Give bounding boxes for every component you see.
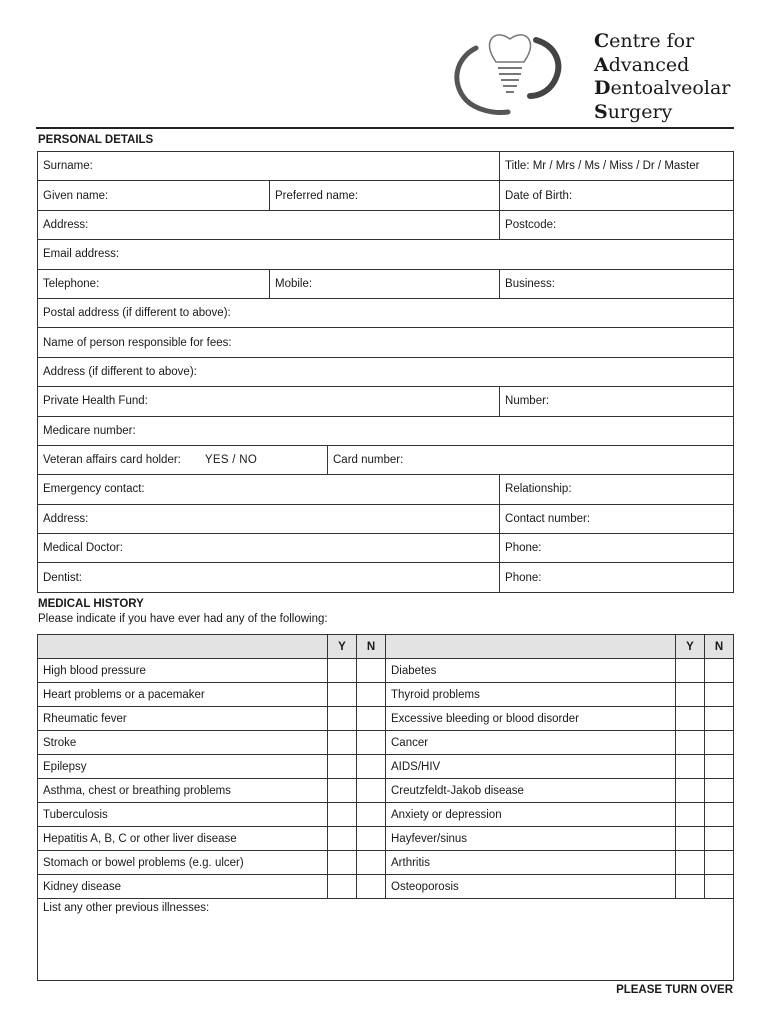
medical-history-table: [37, 634, 734, 981]
org-line: Dentoalveolar: [594, 77, 731, 99]
yes-checkbox[interactable]: [328, 755, 357, 779]
yes-checkbox[interactable]: [676, 875, 705, 899]
postal-address-field[interactable]: Postal address (if different to above):: [38, 298, 734, 327]
condition-label: Asthma, chest or breathing problems: [38, 779, 328, 803]
card-number-field[interactable]: Card number:: [328, 445, 734, 474]
contact-number-field[interactable]: Contact number:: [500, 504, 734, 533]
no-checkbox[interactable]: [705, 731, 734, 755]
table-row: [38, 827, 734, 851]
no-checkbox[interactable]: [705, 827, 734, 851]
table-row: [38, 731, 734, 755]
condition-label: Rheumatic fever: [38, 707, 328, 731]
condition-label: High blood pressure: [38, 659, 328, 683]
yes-checkbox[interactable]: [676, 707, 705, 731]
condition-label: Diabetes: [386, 659, 676, 683]
no-header: N: [705, 635, 734, 659]
condition-label: Anxiety or depression: [386, 803, 676, 827]
condition-label: Kidney disease: [38, 875, 328, 899]
condition-label: Excessive bleeding or blood disorder: [386, 707, 676, 731]
yes-checkbox[interactable]: [328, 707, 357, 731]
yes-checkbox[interactable]: [328, 731, 357, 755]
yes-checkbox[interactable]: [676, 731, 705, 755]
no-checkbox[interactable]: [357, 803, 386, 827]
table-row: [38, 851, 734, 875]
given-name-field[interactable]: Given name:: [38, 181, 270, 210]
no-checkbox[interactable]: [705, 755, 734, 779]
fees-person-field[interactable]: Name of person responsible for fees:: [38, 328, 734, 357]
fund-number-field[interactable]: Number:: [500, 387, 734, 416]
other-illnesses-field[interactable]: List any other previous illnesses:: [38, 899, 734, 981]
table-row: [38, 659, 734, 683]
organisation-name: [594, 30, 730, 124]
email-field[interactable]: Email address:: [38, 240, 734, 269]
personal-details-heading: PERSONAL DETAILS: [38, 134, 154, 146]
condition-label: Thyroid problems: [386, 683, 676, 707]
veteran-yes-no-options[interactable]: YES / NO: [204, 454, 258, 467]
yes-checkbox[interactable]: [676, 755, 705, 779]
veteran-field[interactable]: [38, 445, 328, 474]
yes-checkbox[interactable]: [328, 875, 357, 899]
org-line: Centre for: [594, 30, 695, 52]
org-line: Surgery: [594, 100, 673, 123]
table-row: [38, 683, 734, 707]
yes-checkbox[interactable]: [676, 659, 705, 683]
relationship-field[interactable]: Relationship:: [500, 475, 734, 504]
yes-checkbox[interactable]: [676, 803, 705, 827]
header-divider: [36, 127, 734, 129]
tooth-implant-logo-icon: [446, 30, 570, 116]
postcode-field[interactable]: Postcode:: [500, 210, 734, 239]
no-checkbox[interactable]: [357, 755, 386, 779]
emergency-contact-field[interactable]: Emergency contact:: [38, 475, 500, 504]
no-checkbox[interactable]: [357, 731, 386, 755]
yes-checkbox[interactable]: [328, 779, 357, 803]
no-checkbox[interactable]: [357, 683, 386, 707]
no-checkbox[interactable]: [357, 827, 386, 851]
condition-label: Tuberculosis: [38, 803, 328, 827]
table-row: [38, 755, 734, 779]
turn-over-note: PLEASE TURN OVER: [616, 984, 733, 996]
telephone-field[interactable]: Telephone:: [38, 269, 270, 298]
surname-field[interactable]: Surname:: [38, 152, 500, 181]
emergency-address-field[interactable]: Address:: [38, 504, 500, 533]
preferred-name-field[interactable]: Preferred name:: [270, 181, 500, 210]
yes-header: Y: [328, 635, 357, 659]
condition-header: [38, 635, 328, 659]
medicare-field[interactable]: Medicare number:: [38, 416, 734, 445]
fees-address-field[interactable]: Address (if different to above):: [38, 357, 734, 386]
no-checkbox[interactable]: [705, 803, 734, 827]
health-fund-field[interactable]: Private Health Fund:: [38, 387, 500, 416]
no-checkbox[interactable]: [357, 875, 386, 899]
yes-checkbox[interactable]: [676, 851, 705, 875]
no-checkbox[interactable]: [705, 707, 734, 731]
no-checkbox[interactable]: [705, 851, 734, 875]
business-phone-field[interactable]: Business:: [500, 269, 734, 298]
condition-label: Creutzfeldt-Jakob disease: [386, 779, 676, 803]
yes-checkbox[interactable]: [676, 779, 705, 803]
no-checkbox[interactable]: [357, 707, 386, 731]
condition-label: Cancer: [386, 731, 676, 755]
condition-label: Osteoporosis: [386, 875, 676, 899]
yes-checkbox[interactable]: [328, 659, 357, 683]
no-checkbox[interactable]: [357, 779, 386, 803]
yes-checkbox[interactable]: [676, 827, 705, 851]
condition-label: AIDS/HIV: [386, 755, 676, 779]
veteran-label: Veteran affairs card holder:: [43, 454, 181, 467]
no-checkbox[interactable]: [705, 875, 734, 899]
condition-label: Epilepsy: [38, 755, 328, 779]
yes-checkbox[interactable]: [328, 803, 357, 827]
title-field[interactable]: Title: Mr / Mrs / Ms / Miss / Dr / Master: [500, 152, 734, 181]
no-header: N: [357, 635, 386, 659]
yes-checkbox[interactable]: [328, 683, 357, 707]
condition-label: Hayfever/sinus: [386, 827, 676, 851]
medical-history-heading: MEDICAL HISTORY: [38, 598, 144, 610]
no-checkbox[interactable]: [705, 683, 734, 707]
personal-details-table: [37, 151, 734, 593]
table-row: [38, 803, 734, 827]
condition-label: Hepatitis A, B, C or other liver disease: [38, 827, 328, 851]
medical-history-header-row: [38, 635, 734, 659]
no-checkbox[interactable]: [357, 659, 386, 683]
condition-label: Arthritis: [386, 851, 676, 875]
letterhead: [0, 0, 770, 130]
medical-doctor-field[interactable]: Medical Doctor:: [38, 534, 500, 563]
dentist-field[interactable]: Dentist:: [38, 563, 500, 592]
date-of-birth-field[interactable]: Date of Birth:: [500, 181, 734, 210]
condition-header: [386, 635, 676, 659]
table-row: [38, 707, 734, 731]
yes-checkbox[interactable]: [328, 827, 357, 851]
no-checkbox[interactable]: [705, 659, 734, 683]
yes-checkbox[interactable]: [328, 851, 357, 875]
doctor-phone-field[interactable]: Phone:: [500, 534, 734, 563]
condition-label: Heart problems or a pacemaker: [38, 683, 328, 707]
dentist-phone-field[interactable]: Phone:: [500, 563, 734, 592]
table-row: [38, 779, 734, 803]
yes-checkbox[interactable]: [676, 683, 705, 707]
mobile-field[interactable]: Mobile:: [270, 269, 500, 298]
condition-label: Stroke: [38, 731, 328, 755]
no-checkbox[interactable]: [357, 851, 386, 875]
org-line: Advanced: [594, 53, 690, 76]
no-checkbox[interactable]: [705, 779, 734, 803]
condition-label: Stomach or bowel problems (e.g. ulcer): [38, 851, 328, 875]
table-row: [38, 875, 734, 899]
yes-header: Y: [676, 635, 705, 659]
table-row: [38, 899, 734, 981]
address-field[interactable]: Address:: [38, 210, 500, 239]
medical-history-instruction: Please indicate if you have ever had any of the following:: [38, 613, 328, 625]
